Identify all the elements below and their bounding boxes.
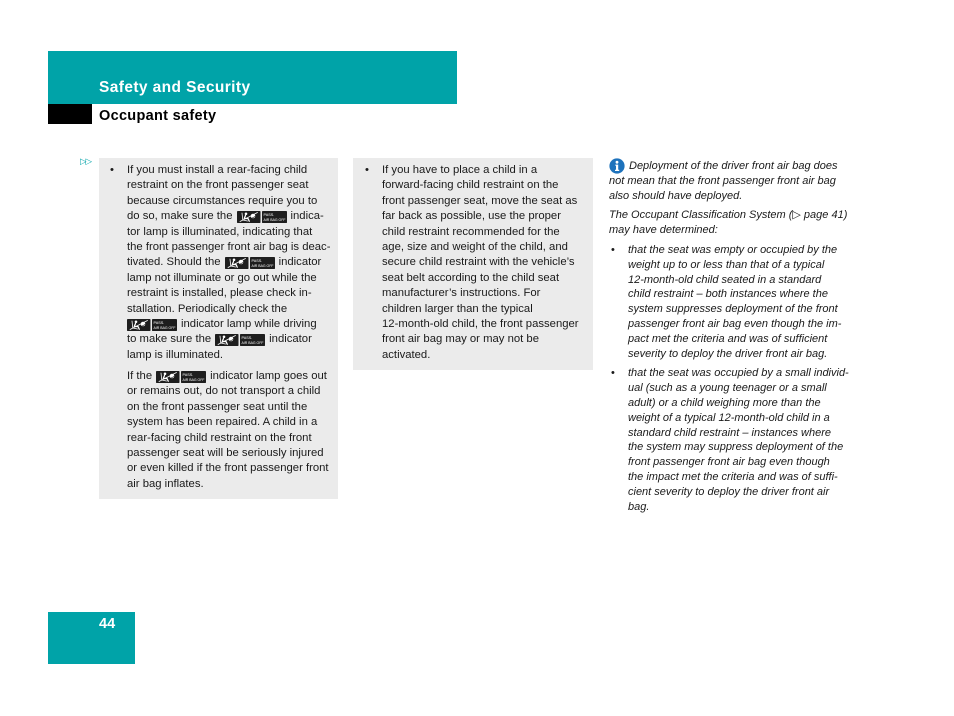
text-run: far back as possible, use the proper xyxy=(382,210,561,223)
airbag-off-label-line1: PASS. xyxy=(263,212,274,217)
airbag-off-label-line1: PASS. xyxy=(251,259,262,264)
text-line xyxy=(609,208,854,223)
text-line xyxy=(609,189,854,204)
airbag-off-indicator-icon xyxy=(156,371,206,383)
text-run: cient severity to deploy the driver front air xyxy=(628,485,830,498)
text-line xyxy=(382,286,593,301)
text-run: that the seat was occupied by a small individ- xyxy=(628,367,849,380)
bullet-marker: • xyxy=(611,367,615,380)
text-run: passenger seat will be seriously injured xyxy=(127,447,324,460)
text-line xyxy=(628,258,854,273)
text-run: If you must install a rear-facing child xyxy=(127,164,308,176)
text-line xyxy=(127,271,338,286)
text-line xyxy=(628,426,854,441)
airbag-off-indicator-icon xyxy=(237,211,287,223)
text-run: pact met the criteria and was of sufficient xyxy=(628,332,828,345)
text-run: tor lamp is illuminated, indicating that xyxy=(127,225,313,238)
text-line xyxy=(127,400,338,415)
airbag-off-label-line2: AIR BAG OFF xyxy=(251,263,274,268)
text-line xyxy=(382,302,593,317)
text-run: child restraint recommended for the xyxy=(382,225,560,238)
airbag-off-label-line2: AIR BAG OFF xyxy=(263,217,286,222)
page-number: 44 xyxy=(99,616,116,632)
text-line xyxy=(127,348,338,363)
text-run: lamp is illuminated. xyxy=(127,348,224,361)
bullet-marker: • xyxy=(611,243,615,256)
page-reference-link[interactable]: ▷ page 41 xyxy=(792,209,844,222)
text-line xyxy=(127,384,338,399)
airbag-off-label-line2: AIR BAG OFF xyxy=(182,377,206,382)
text-run: child restraint – both instances where the xyxy=(628,288,828,301)
text-line xyxy=(628,440,854,455)
text-line xyxy=(127,302,338,317)
text-run: activated. xyxy=(382,348,431,361)
text-line xyxy=(609,159,854,174)
text-line xyxy=(382,194,593,209)
subsection-title: Occupant safety xyxy=(99,108,217,124)
page-number-box xyxy=(48,612,135,664)
text-line xyxy=(628,347,854,362)
text-line xyxy=(628,366,854,381)
airbag-off-indicator-icon xyxy=(127,319,177,331)
text-line xyxy=(127,461,338,476)
text-run: do so, make sure the xyxy=(127,210,233,223)
text-run: system suppresses deployment of the front xyxy=(628,303,838,316)
text-run: air bag inflates. xyxy=(127,477,204,490)
info-icon xyxy=(609,158,625,174)
text-line xyxy=(127,163,338,178)
text-run: stallation. Periodically check the xyxy=(127,302,288,315)
text-run: standard child restraint – instances where xyxy=(628,426,831,439)
text-line xyxy=(127,209,338,224)
text-run: weight of a typical 12-month-old child in a xyxy=(628,411,830,424)
text-run: that the seat was empty or occupied by the xyxy=(628,243,838,256)
text-line xyxy=(382,178,593,193)
text-run: may have determined: xyxy=(609,224,718,237)
bullet-marker: • xyxy=(365,164,369,176)
text-run: front passenger front air bag even though xyxy=(628,456,830,469)
bullet-marker: • xyxy=(110,164,114,176)
text-run: indica- xyxy=(290,210,324,223)
text-line xyxy=(127,369,338,384)
text-run: If you have to place a child in a xyxy=(382,164,538,176)
airbag-off-label-line1: PASS. xyxy=(182,372,194,377)
text-run: the system may suppress deployment of the xyxy=(628,441,844,454)
text-run: forward-facing child restraint on the xyxy=(382,179,559,192)
text-line xyxy=(127,225,338,240)
text-line xyxy=(382,317,593,332)
airbag-off-indicator-icon xyxy=(225,257,275,269)
text-run: seat belt according to the child seat xyxy=(382,271,560,284)
text-run: age, size and weight of the child, and xyxy=(382,240,568,253)
airbag-off-label-line1: PASS. xyxy=(153,320,165,325)
text-run: children larger than the typical xyxy=(382,302,533,315)
text-line xyxy=(382,332,593,347)
text-line xyxy=(628,332,854,347)
text-line xyxy=(628,470,854,485)
text-line xyxy=(628,287,854,302)
text-run: manufacturer’s instructions. For xyxy=(382,287,541,300)
text-line xyxy=(628,485,854,500)
text-run: front passenger seat, move the seat as xyxy=(382,194,578,207)
bullet-item xyxy=(609,243,854,361)
text-line xyxy=(127,477,338,492)
text-run: lamp not illuminate or go out while the xyxy=(127,271,317,284)
text-line xyxy=(127,317,338,332)
airbag-off-indicator-icon xyxy=(215,334,265,346)
text-run: also should have deployed. xyxy=(609,189,743,202)
column-3-note xyxy=(609,159,854,514)
column-2-warning-box xyxy=(353,158,593,370)
section-title: Safety and Security xyxy=(99,79,251,96)
continued-marker: ▷▷ xyxy=(80,157,92,167)
paragraph xyxy=(609,159,854,203)
section-header-band xyxy=(48,51,457,104)
text-line xyxy=(127,286,338,301)
text-line xyxy=(628,302,854,317)
text-run: or even killed if the front passenger front xyxy=(127,462,329,475)
column-1-warning-box xyxy=(99,158,338,499)
text-run: rear-facing child restraint on the front xyxy=(127,431,312,444)
text-line xyxy=(127,332,338,347)
bullet-item xyxy=(609,366,854,514)
text-line xyxy=(628,317,854,332)
text-run: indicator lamp goes out xyxy=(210,370,327,383)
text-line xyxy=(382,163,593,178)
text-line xyxy=(382,271,593,286)
airbag-off-label-line2: AIR BAG OFF xyxy=(153,325,177,330)
paragraph xyxy=(99,369,338,492)
airbag-off-label-line2: AIR BAG OFF xyxy=(241,340,265,345)
text-run: passenger front air bag even though the im- xyxy=(628,317,842,330)
airbag-off-label-line1: PASS. xyxy=(241,335,253,340)
text-run: restraint on the front passenger seat xyxy=(127,179,309,192)
text-run: restraint is installed, please check in- xyxy=(127,287,312,300)
text-run: indicator lamp while driving xyxy=(181,317,317,330)
text-run: bag. xyxy=(628,500,650,513)
text-run: The Occupant Classification System ( xyxy=(609,209,793,222)
text-line xyxy=(382,209,593,224)
text-run: Deployment of the driver front air bag does xyxy=(629,160,838,172)
text-run: the impact met the criteria and was of suffi- xyxy=(628,470,838,483)
text-run: If the xyxy=(127,370,153,383)
text-run: to make sure the xyxy=(127,333,212,346)
text-line xyxy=(382,255,593,270)
paragraph xyxy=(609,208,854,238)
text-line xyxy=(628,411,854,426)
text-line xyxy=(127,194,338,209)
subsection-marker-bar xyxy=(48,104,92,124)
text-line xyxy=(628,455,854,470)
text-run: front air bag may or may not be xyxy=(382,333,539,346)
bullet-item xyxy=(353,163,593,363)
text-run: indicator xyxy=(278,256,322,269)
text-line xyxy=(628,500,854,515)
text-run: the front passenger front air bag is deac- xyxy=(127,240,331,253)
text-line xyxy=(127,240,338,255)
text-run: because circumstances require you to xyxy=(127,194,318,207)
text-line xyxy=(382,240,593,255)
text-line xyxy=(628,273,854,288)
text-run: tivated. Should the xyxy=(127,256,221,269)
text-run: on the front passenger seat until the xyxy=(127,400,308,413)
text-run: system has been repaired. A child in a xyxy=(127,416,318,429)
text-line xyxy=(127,446,338,461)
text-line xyxy=(382,348,593,363)
text-line xyxy=(382,225,593,240)
text-line xyxy=(628,396,854,411)
text-line xyxy=(628,243,854,258)
text-run: weight up to or less than that of a typical xyxy=(628,258,825,271)
text-line xyxy=(127,178,338,193)
text-run: not mean that the front passenger front air bag xyxy=(609,174,836,187)
text-run: 12-month-old child seated in a standard xyxy=(628,273,822,286)
text-run: ) xyxy=(843,209,848,222)
text-run: severity to deploy the driver front air bag. xyxy=(628,347,828,360)
text-line xyxy=(628,381,854,396)
text-line xyxy=(609,174,854,189)
text-line xyxy=(127,255,338,270)
text-run: secure child restraint with the vehicle’s xyxy=(382,256,575,269)
bullet-item xyxy=(99,163,338,363)
text-line xyxy=(127,431,338,446)
text-run: or remains out, do not transport a child xyxy=(127,385,321,398)
text-run: ual (such as a young teenager or a small xyxy=(628,382,827,395)
text-line xyxy=(127,415,338,430)
text-run: 12-month-old child, the front passenger xyxy=(382,317,579,330)
text-line xyxy=(609,223,854,238)
text-run: indicator xyxy=(269,333,312,346)
text-run: adult) or a child weighing more than the xyxy=(628,396,821,409)
